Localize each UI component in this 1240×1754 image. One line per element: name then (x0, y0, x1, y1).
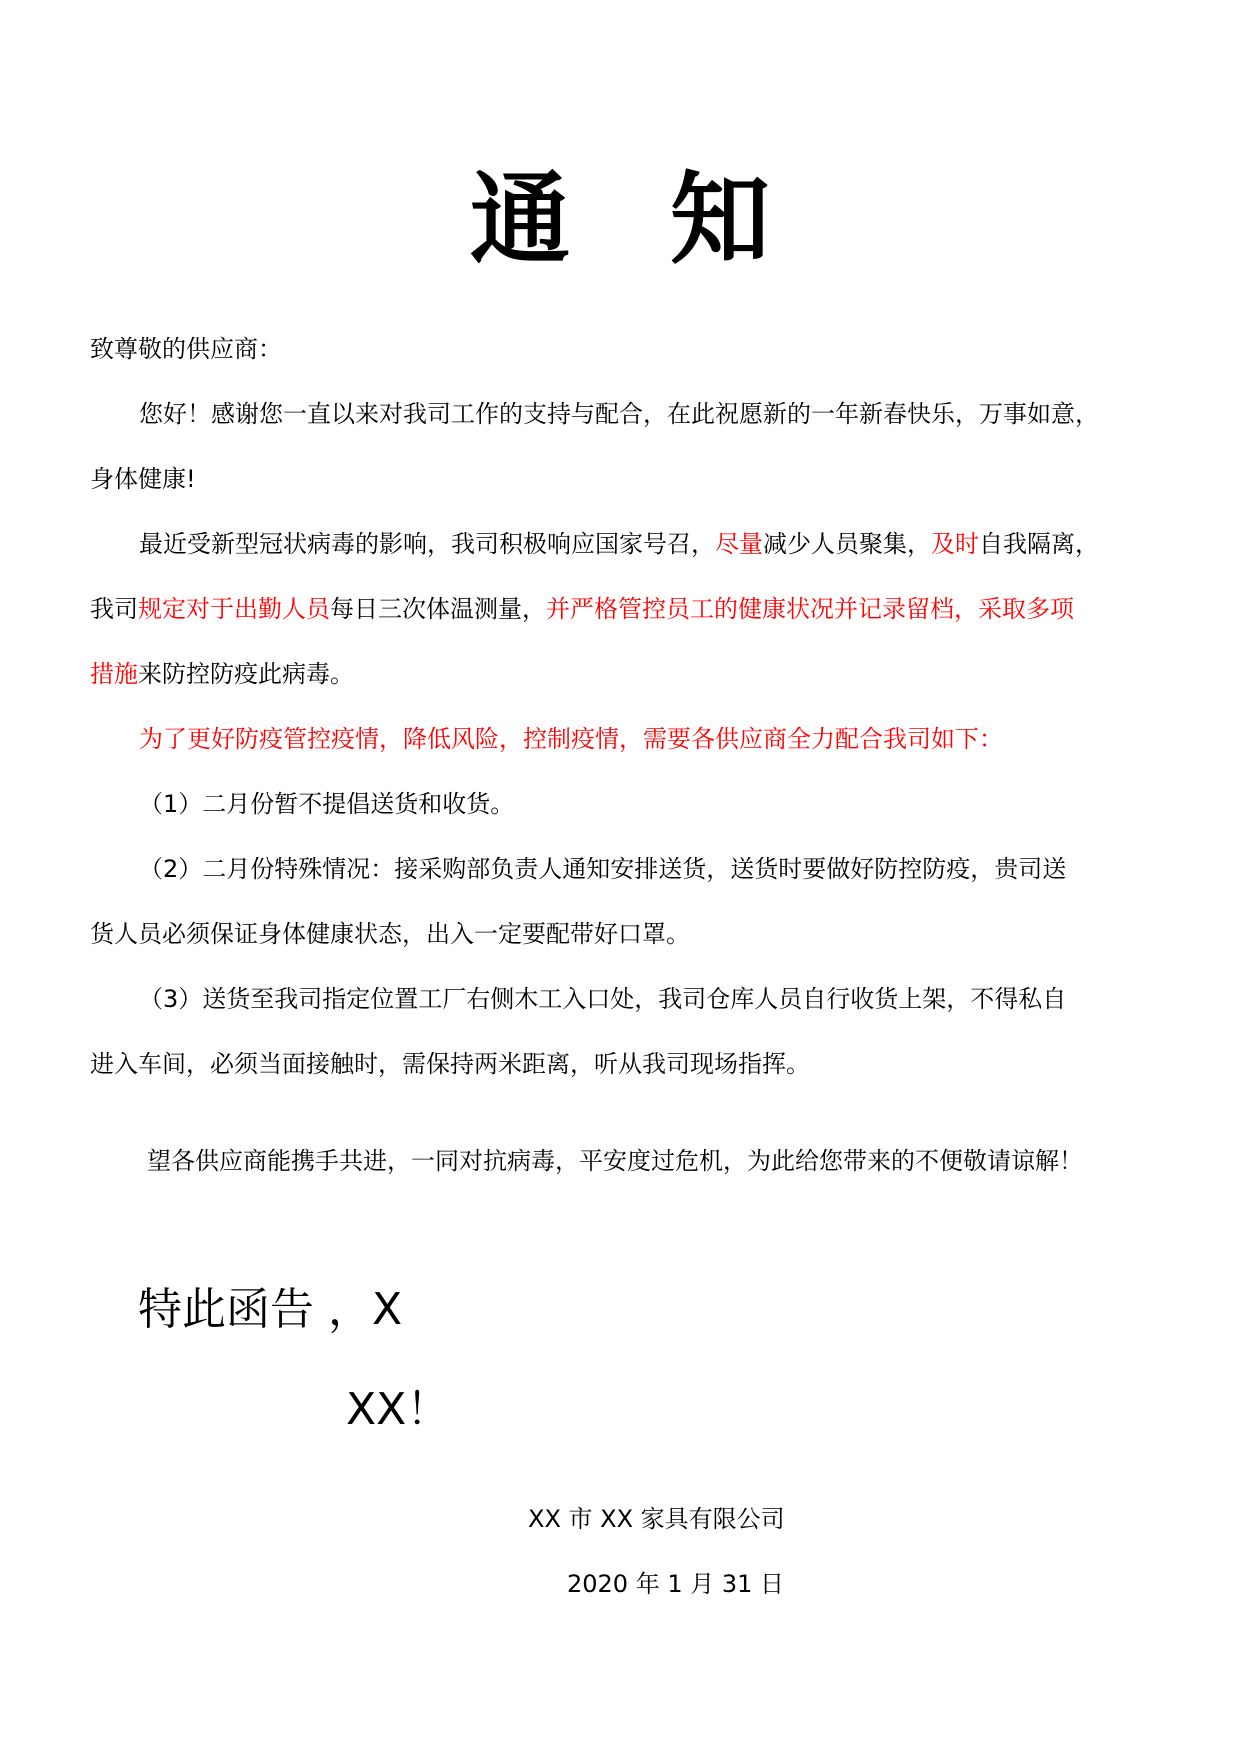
title-char-2: 知 (670, 161, 770, 278)
para2-l1-emphasis-1: 尽量 (715, 530, 763, 558)
para2-l3-emphasis: 措施 (90, 660, 138, 688)
closing-line-2: XX！ (346, 1384, 451, 1435)
signature-date: 2020 年 1 月 31 日 (567, 1570, 785, 1598)
hope-statement: 望各供应商能携手共进，一同对抗病毒，平安度过危机，为此给您带来的不便敬请谅解！ (147, 1147, 1083, 1175)
item-1: （1）二月份暂不提倡送货和收货。 (139, 790, 515, 818)
para2-line3 (90, 657, 354, 691)
item-3-line2: 进入车间，必须当面接触时，需保持两米距离，听从我司现场指挥。 (90, 1050, 810, 1078)
para2-l1-text-3: 自我隔离， (979, 530, 1099, 558)
salutation: 致尊敬的供应商： (90, 335, 282, 363)
item-2-line1: （2）二月份特殊情况：接采购部负责人通知安排送货，送货时要做好防控防疫，贵司送 (139, 855, 1067, 883)
para2-l1-emphasis-2: 及时 (931, 530, 979, 558)
page-title (0, 160, 1240, 280)
closing-line-1: 特此函告 ，X (138, 1284, 403, 1335)
para2-l2-emphasis-1: 规定对于出勤人员 (138, 595, 330, 623)
para2-line2 (90, 592, 1074, 626)
para2-l2-text-2: 每日三次体温测量， (330, 595, 546, 623)
para2-l1-text: 最近受新型冠状病毒的影响，我司积极响应国家号召， (139, 530, 715, 558)
para1-line2: 身体健康! (90, 465, 196, 493)
para2-l3-text: 来防控防疫此病毒。 (138, 660, 354, 688)
signature-company: XX 市 XX 家具有限公司 (528, 1505, 785, 1533)
item-3-line1: （3）送货至我司指定位置工厂右侧木工入口处，我司仓库人员自行收货上架，不得私自 (139, 985, 1067, 1013)
para2-l1-text-2: 减少人员聚集， (763, 530, 931, 558)
para3-requirement: 为了更好防疫管控疫情，降低风险，控制疫情，需要各供应商全力配合我司如下： (139, 725, 1003, 753)
para2-l2-emphasis-2: 并严格管控员工的健康状况并记录留档，采取多项 (546, 595, 1074, 623)
title-char-1: 通 (470, 161, 570, 278)
item-2-line2: 货人员必须保证身体健康状态，出入一定要配带好口罩。 (90, 920, 690, 948)
para2-line1 (139, 527, 1099, 561)
para1-line1: 您好！感谢您一直以来对我司工作的支持与配合，在此祝愿新的一年新春快乐，万事如意， (139, 400, 1099, 428)
para2-l2-text: 我司 (90, 595, 138, 623)
